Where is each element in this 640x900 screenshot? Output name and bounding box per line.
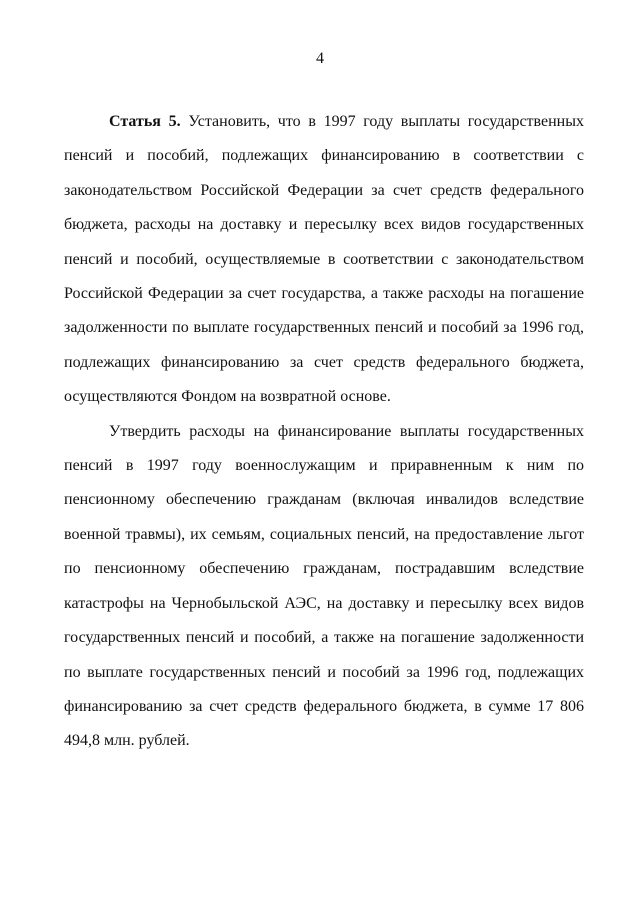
article-5-paragraph [64, 105, 584, 415]
page-number: 4 [316, 50, 324, 67]
document-body [64, 105, 584, 759]
expenses-paragraph: Утвердить расходы на финансирование выплаты государственных пенсий в 1997 году военнослужащим и приравненным к ним по пенсионному обеспечению гражданам (включая инвалидов вследствие военной травмы), их семьям, социальных пенсий, на предоставление льгот по пенсионному обеспечению гражданам, пострадавшим вследствие катастрофы на Чернобыльской АЭС, на доставку и пересылку всех видов государственных пенсий и пособий, а также на погашение задолженности по выплате государственных пенсий и пособий за 1996 год, подлежащих финансированию за счет средств федерального бюджета, в сумме 17 806 494,8 млн. рублей. [64, 422, 584, 750]
article-text: Установить, что в 1997 году выплаты государственных пенсий и пособий, подлежащих финансированию в соответствии с законодательством Российской Федерации за счет средств федерального бюджета, расходы на доставку и пересылку всех видов государственных пенсий и пособий, осуществляемые в соответствии с законодательством Российской Федерации за счет государства, а также расходы на погашение задолженности по выплате государственных пенсий и пособий за 1996 год, подлежащих финансированию за счет средств федерального бюджета, осуществляются Фондом на возвратной основе. [64, 113, 584, 406]
article-heading: Статья 5. [109, 113, 181, 130]
